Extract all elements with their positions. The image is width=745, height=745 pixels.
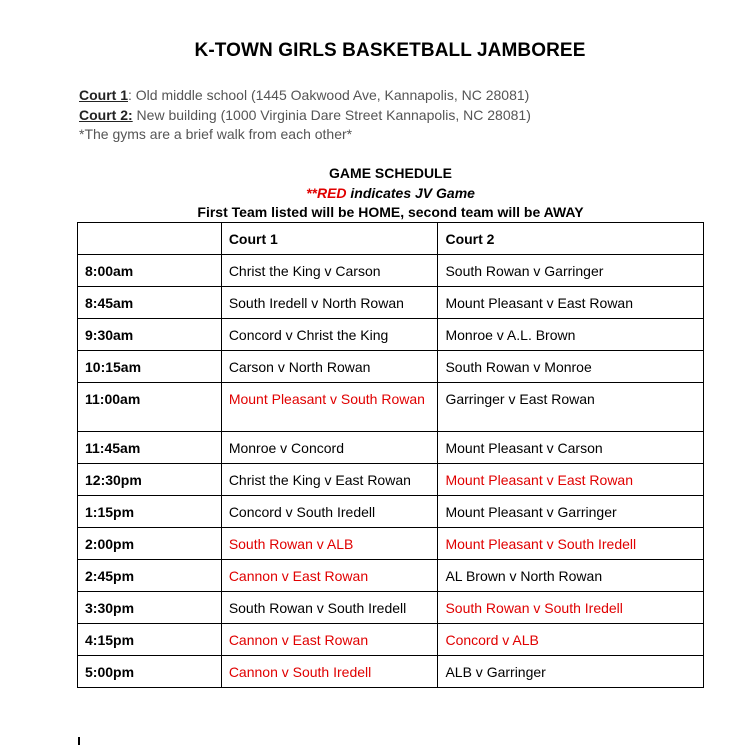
table-row	[78, 287, 704, 319]
game-time: 11:45am	[78, 432, 222, 464]
game-time: 3:30pm	[78, 592, 222, 624]
schedule-body	[78, 255, 704, 688]
game-time: 4:15pm	[78, 624, 222, 656]
court2-game: ALB v Garringer	[438, 656, 704, 688]
court1-game: Mount Pleasant v South Rowan	[221, 383, 438, 432]
court2-game: South Rowan v South Iredell	[438, 592, 704, 624]
jv-legend-text: indicates JV Game	[346, 184, 475, 201]
court2-game: Mount Pleasant v Garringer	[438, 496, 704, 528]
court1-address: : Old middle school (1445 Oakwood Ave, Kannapolis, NC 28081)	[128, 87, 530, 103]
game-time: 9:30am	[78, 319, 222, 351]
court2-line	[79, 106, 531, 126]
court1-game: Carson v North Rowan	[221, 351, 438, 383]
table-row	[78, 351, 704, 383]
court1-game: South Iredell v North Rowan	[221, 287, 438, 319]
walk-note: *The gyms are a brief walk from each other*	[79, 126, 353, 142]
schedule-header	[77, 164, 704, 223]
table-header-row	[78, 223, 704, 255]
game-time: 1:15pm	[78, 496, 222, 528]
table-row	[78, 464, 704, 496]
schedule-heading: GAME SCHEDULE	[329, 165, 452, 181]
game-time: 2:00pm	[78, 528, 222, 560]
game-time: 8:00am	[78, 255, 222, 287]
jv-legend	[77, 184, 704, 204]
game-time: 10:15am	[78, 351, 222, 383]
table-row	[78, 592, 704, 624]
table-row	[78, 319, 704, 351]
court1-game: Monroe v Concord	[221, 432, 438, 464]
table-row	[78, 624, 704, 656]
court1-game: Cannon v East Rowan	[221, 624, 438, 656]
game-time: 2:45pm	[78, 560, 222, 592]
court1-game: Cannon v South Iredell	[221, 656, 438, 688]
text-cursor	[78, 737, 80, 745]
table-row	[78, 432, 704, 464]
game-time: 11:00am	[78, 383, 222, 432]
table-row	[78, 560, 704, 592]
game-time: 5:00pm	[78, 656, 222, 688]
game-time: 8:45am	[78, 287, 222, 319]
court2-game: Mount Pleasant v East Rowan	[438, 464, 704, 496]
game-time: 12:30pm	[78, 464, 222, 496]
court2-game: Monroe v A.L. Brown	[438, 319, 704, 351]
court2-game: Mount Pleasant v East Rowan	[438, 287, 704, 319]
court2-label: Court 2:	[79, 106, 133, 123]
court2-game: Concord v ALB	[438, 624, 704, 656]
court1-game: Christ the King v East Rowan	[221, 464, 438, 496]
court2-game: South Rowan v Garringer	[438, 255, 704, 287]
court2-game: Mount Pleasant v Carson	[438, 432, 704, 464]
court1-game: Concord v Christ the King	[221, 319, 438, 351]
court1-game: Cannon v East Rowan	[221, 560, 438, 592]
table-row	[78, 496, 704, 528]
court2-address: New building (1000 Virginia Dare Street Kannapolis, NC 28081)	[132, 106, 531, 123]
court-info	[79, 86, 531, 145]
home-away-note: First Team listed will be HOME, second team will be AWAY	[197, 204, 584, 220]
jv-legend-red: **RED	[306, 184, 347, 201]
court1-line	[79, 86, 531, 106]
page-title: K-TOWN GIRLS BASKETBALL JAMBOREE	[194, 40, 586, 61]
court2-game: Mount Pleasant v South Iredell	[438, 528, 704, 560]
table-row	[78, 383, 704, 432]
header-court2: Court 2	[438, 223, 704, 255]
schedule-table	[77, 222, 704, 688]
court1-game: South Rowan v ALB	[221, 528, 438, 560]
court2-game: Garringer v East Rowan	[438, 383, 704, 432]
court1-label: Court 1	[79, 87, 128, 103]
header-court1: Court 1	[221, 223, 438, 255]
court1-game: Christ the King v Carson	[221, 255, 438, 287]
court1-game: South Rowan v South Iredell	[221, 592, 438, 624]
table-row	[78, 656, 704, 688]
table-row	[78, 528, 704, 560]
court1-game: Concord v South Iredell	[221, 496, 438, 528]
table-row	[78, 255, 704, 287]
court2-game: AL Brown v North Rowan	[438, 560, 704, 592]
header-time	[78, 223, 222, 255]
court2-game: South Rowan v Monroe	[438, 351, 704, 383]
